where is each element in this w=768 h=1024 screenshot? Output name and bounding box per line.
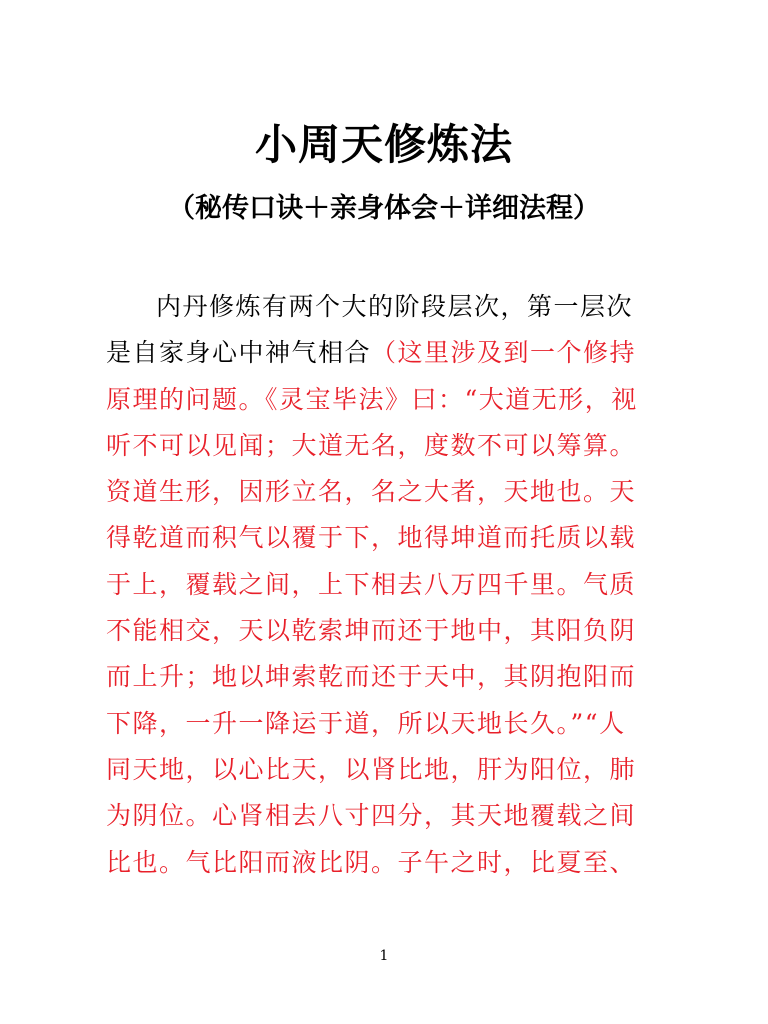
text-line bbox=[106, 608, 666, 654]
text-line bbox=[106, 840, 666, 886]
text-line bbox=[106, 469, 666, 515]
text-black: 内丹修炼有两个大的阶段层次，第一层次 bbox=[156, 292, 634, 321]
text-red: 比也。气比阳而液比阴。子午之时，比夏至、 bbox=[106, 847, 637, 877]
text-red: 资道生形，因形立名，名之大者，天地也。天 bbox=[106, 477, 637, 507]
text-line bbox=[106, 562, 666, 608]
text-black: 是自家身心中神气相合 bbox=[106, 338, 372, 368]
text-line bbox=[106, 330, 666, 376]
text-red: 听不可以见闻；大道无名，度数不可以筹算。 bbox=[106, 430, 637, 460]
text-line bbox=[106, 423, 666, 469]
text-red: 不能相交，天以乾索坤而还于地中，其阳负阴 bbox=[106, 616, 637, 646]
text-red: 原理的问题。《灵宝毕法》曰：“大道无形，视 bbox=[106, 384, 638, 414]
text-line bbox=[106, 515, 666, 561]
text-line bbox=[106, 654, 666, 700]
document-subtitle: （秘传口诀＋亲身体会＋详细法程） bbox=[168, 193, 600, 224]
document-title: 小周天修炼法 bbox=[254, 120, 513, 169]
text-red: 同天地，以心比天，以肾比地，肝为阳位，肺 bbox=[106, 754, 637, 784]
body-paragraph bbox=[106, 284, 666, 886]
text-line bbox=[106, 747, 666, 793]
text-red: 得乾道而积气以覆于下，地得坤道而托质以载 bbox=[106, 523, 637, 553]
text-red: 为阴位。心肾相去八寸四分，其天地覆载之间 bbox=[106, 801, 637, 831]
text-line bbox=[106, 377, 666, 423]
page-number: 1 bbox=[379, 948, 389, 964]
text-red: （这里涉及到一个修持 bbox=[371, 338, 637, 368]
text-line bbox=[106, 701, 666, 747]
text-red: 于上，覆载之间，上下相去八万四千里。气质 bbox=[106, 569, 637, 599]
text-red: 下降，一升一降运于道，所以天地长久。”“人 bbox=[106, 708, 626, 738]
text-line bbox=[106, 793, 666, 839]
text-line bbox=[106, 284, 666, 330]
text-red: 而上升；地以坤索乾而还于天中，其阴抱阳而 bbox=[106, 662, 637, 692]
